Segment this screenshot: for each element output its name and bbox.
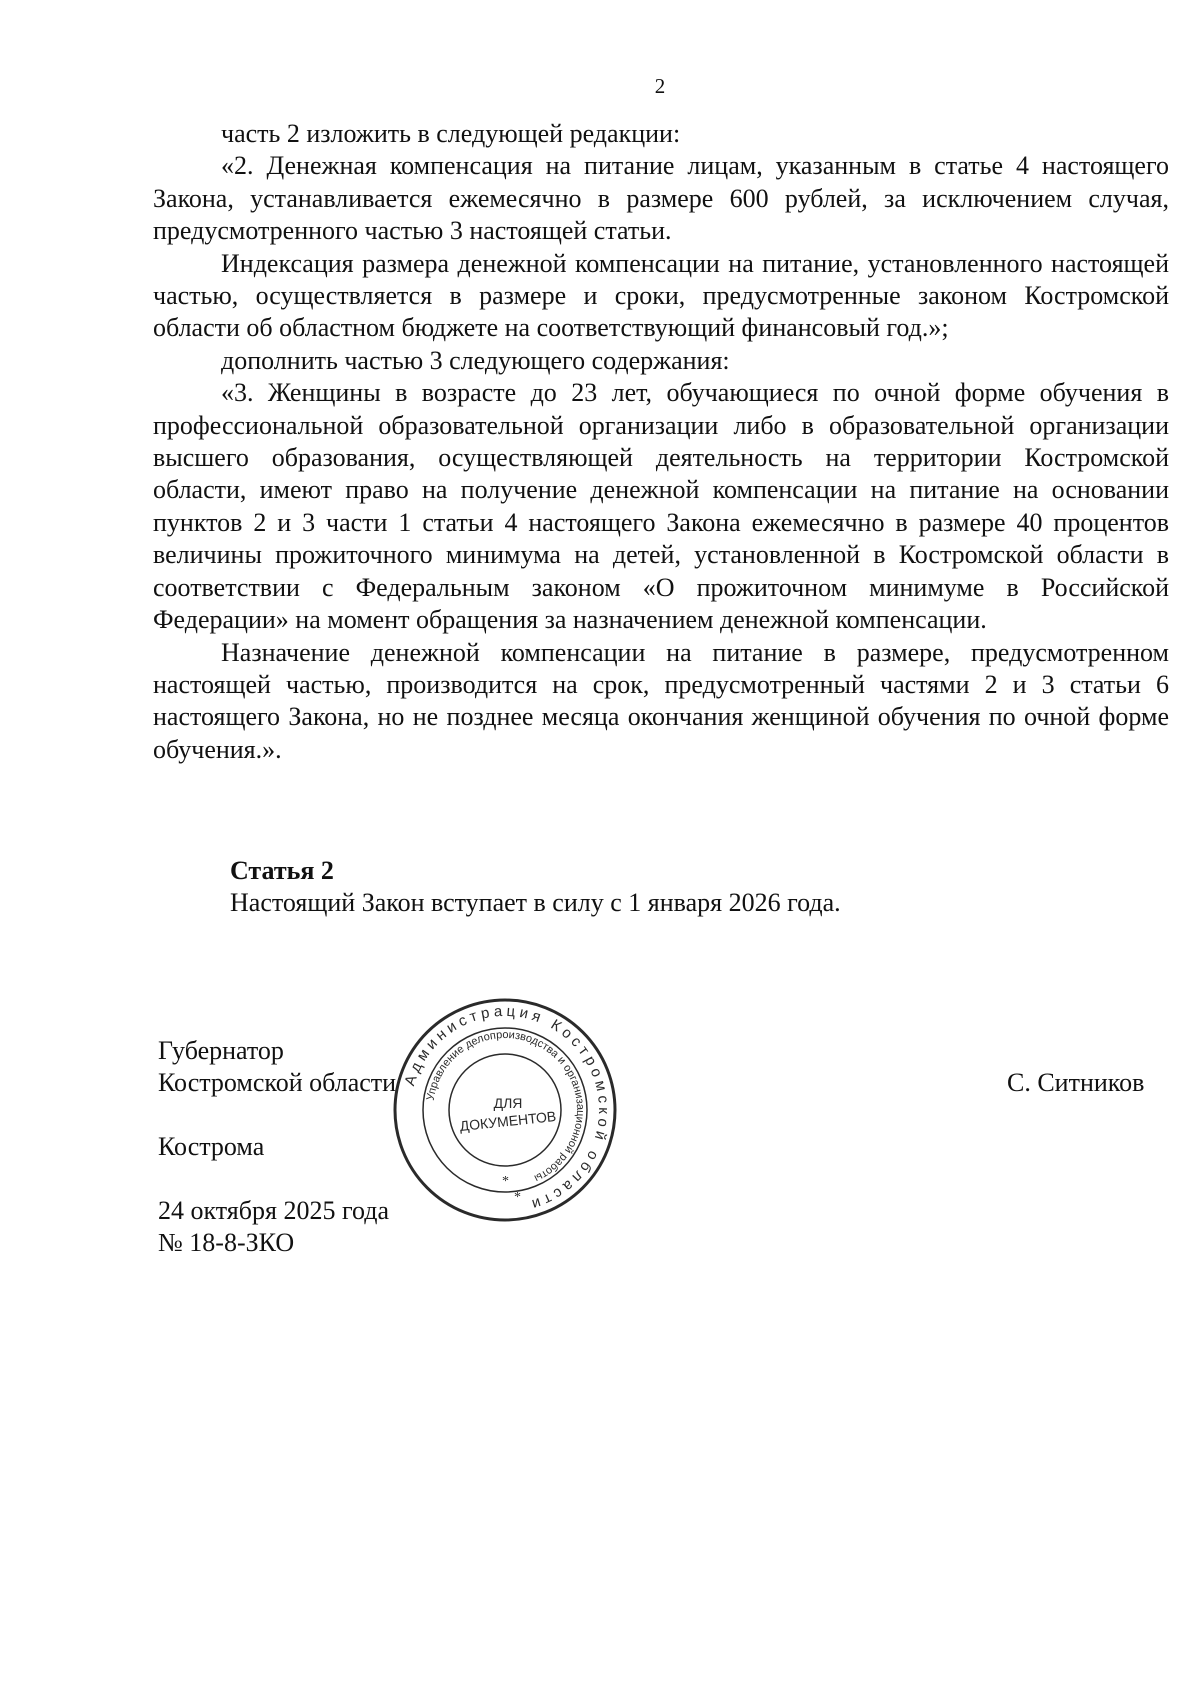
paragraph: Индексация размера денежной компенсации на питание, установленного настоящей частью, осуществляется в размере и сроки, предусмотренные законом Костромской области об областном бюджете на соответствующий финансовый год.»; bbox=[153, 248, 1169, 343]
signature-block bbox=[158, 1035, 396, 1259]
stamp-center-line1: ДЛЯ bbox=[493, 1095, 523, 1111]
stamp-inner-text: Управление делопроизводства и организационной работы bbox=[424, 1028, 587, 1185]
star-icon: * bbox=[514, 1190, 521, 1205]
page-number: 2 bbox=[654, 74, 666, 98]
article-text: Настоящий Закон вступает в силу с 1 января 2026 года. bbox=[230, 888, 841, 917]
signer-position: Губернатор bbox=[158, 1036, 284, 1065]
paragraph: часть 2 изложить в следующей редакции: bbox=[221, 119, 681, 148]
stamp-outer-text: Администрация Костромской области bbox=[401, 1002, 613, 1214]
signing-date: 24 октября 2025 года bbox=[158, 1196, 389, 1225]
article-2 bbox=[230, 855, 841, 919]
official-stamp bbox=[390, 995, 620, 1225]
paragraph: «2. Денежная компенсация на питание лицам, указанным в статье 4 настоящего Закона, устанавливается ежемесячно в размере 600 рублей, за исключением случая, предусмотренного частью 3 настоящей статьи. bbox=[153, 151, 1169, 246]
paragraph: «3. Женщины в возрасте до 23 лет, обучающиеся по очной форме обучения в профессиональной образовательной организации либо в образовательной организации высшего образования, осуществляющей деятельность на территории Костромской области, имеют право на получение денежной компенсации на питание на основании пунктов 2 и 3 части 1 статьи 4 настоящего Закона ежемесячно в размере 40 процентов величины прожиточного минимума на детей, установленной в Костромской области в соответствии с Федеральным законом «О прожиточном минимуме в Российской Федерации» на момент обращения за назначением денежной компенсации. bbox=[153, 378, 1169, 635]
stamp-center-line2: ДОКУМЕНТОВ bbox=[458, 1107, 557, 1135]
article-heading: Статья 2 bbox=[230, 856, 334, 885]
paragraph: Назначение денежной компенсации на питание в размере, предусмотренном настоящей частью, производится на срок, предусмотренный частями 2 и 3 статьи 6 настоящего Закона, но не позднее месяца окончания женщиной обучения по очной форме обучения.». bbox=[153, 637, 1169, 764]
signer-name: С. Ситников bbox=[1007, 1068, 1145, 1097]
law-number: № 18-8-ЗКО bbox=[158, 1228, 295, 1257]
star-icon: * bbox=[502, 1174, 509, 1189]
signer-region: Костромской области bbox=[158, 1068, 397, 1097]
paragraph: дополнить частью 3 следующего содержания: bbox=[221, 345, 730, 375]
place-of-signing: Кострома bbox=[158, 1132, 265, 1161]
document-body bbox=[153, 118, 1169, 766]
